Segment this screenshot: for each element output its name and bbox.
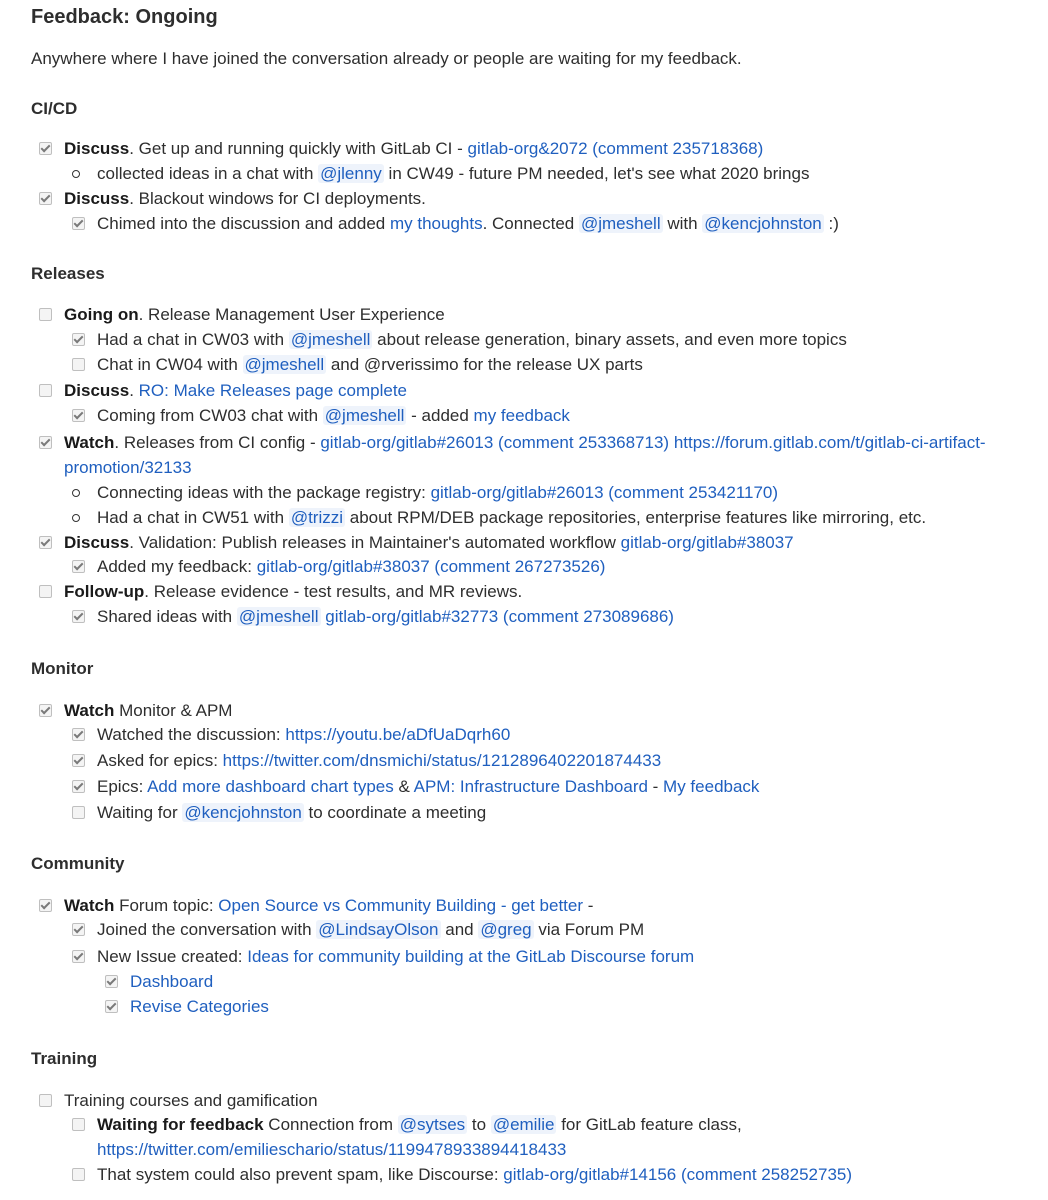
task-item: Training courses and gamification: [39, 1088, 318, 1113]
checkbox[interactable]: [72, 560, 85, 573]
task-item: Waiting for feedback Connection from @sytses to @emilie for GitLab feature class,: [72, 1112, 742, 1137]
forum-topic-link[interactable]: Open Source vs Community Building - get better: [218, 896, 584, 915]
checkbox[interactable]: [105, 1000, 118, 1013]
checkbox[interactable]: [39, 585, 52, 598]
mention-link[interactable]: @emilie: [492, 1115, 555, 1134]
checkbox[interactable]: [39, 1094, 52, 1107]
checkbox[interactable]: [72, 1118, 85, 1131]
checkbox[interactable]: [72, 780, 85, 793]
forum-link[interactable]: https://forum.gitlab.com/t/gitlab-ci-artifact-: [673, 433, 986, 452]
task-item: [105, 969, 213, 994]
issue-link[interactable]: gitlab-org/gitlab#26013 (comment 253421170): [430, 483, 779, 502]
checkbox[interactable]: [39, 384, 52, 397]
checkbox[interactable]: [72, 950, 85, 963]
task-item: Follow-up. Release evidence - test results, and MR reviews.: [39, 579, 522, 604]
task-item: Discuss. Validation: Publish releases in Maintainer's automated workflow gitlab-org/gitlab#38037: [39, 530, 794, 555]
forum-link-continued[interactable]: promotion/32133: [64, 458, 192, 477]
bullet-icon: [72, 489, 80, 497]
list-item: Had a chat in CW51 with @trizzi about RPM/DEB package repositories, enterprise features like mirroring, etc.: [72, 505, 926, 530]
mention-link[interactable]: @LindsayOlson: [318, 920, 439, 939]
epic-link[interactable]: RO: Make Releases page complete: [138, 381, 408, 400]
checkbox[interactable]: [105, 975, 118, 988]
checkbox[interactable]: [39, 192, 52, 205]
checkbox[interactable]: [72, 806, 85, 819]
list-item-continuation: [64, 455, 192, 480]
task-item: Discuss. RO: Make Releases page complete: [39, 378, 407, 403]
task-item: Watched the discussion: https://youtu.be/aDfUaDqrh60: [72, 722, 510, 747]
checkbox[interactable]: [72, 923, 85, 936]
mention-link[interactable]: @sytses: [399, 1115, 466, 1134]
issue-link[interactable]: gitlab-org/gitlab#38037 (comment 267273526): [256, 557, 606, 576]
list-item-continuation: [97, 1137, 566, 1162]
section-cicd: CI/CD: [31, 99, 78, 118]
video-link[interactable]: https://youtu.be/aDfUaDqrh60: [285, 725, 511, 744]
checkbox[interactable]: [72, 1168, 85, 1181]
thoughts-link[interactable]: my thoughts: [389, 214, 483, 233]
task-item: [105, 994, 269, 1019]
section-community: Community: [31, 854, 125, 873]
checkbox[interactable]: [72, 754, 85, 767]
checkbox[interactable]: [39, 142, 52, 155]
task-item: New Issue created: Ideas for community building at the GitLab Discourse forum: [72, 944, 694, 969]
section-monitor: Monitor: [31, 659, 94, 678]
mention-link[interactable]: @trizzi: [290, 508, 344, 527]
twitter-link[interactable]: https://twitter.com/emilieschario/status/1199478933894418433: [97, 1140, 567, 1159]
task-item: Joined the conversation with @LindsayOlson and @greg via Forum PM: [72, 917, 644, 942]
list-item: collected ideas in a chat with @jlenny in CW49 - future PM needed, let's see what 2020 brings: [72, 161, 809, 186]
mention-link[interactable]: @kencjohnston: [704, 214, 822, 233]
categories-link[interactable]: Revise Categories: [130, 997, 269, 1016]
task-item: Epics: Add more dashboard chart types & APM: Infrastructure Dashboard - My feedback: [72, 774, 759, 799]
mention-link[interactable]: @jmeshell: [324, 406, 405, 425]
task-item: Watch Forum topic: Open Source vs Community Building - get better -: [39, 893, 593, 918]
feedback-link[interactable]: my feedback: [473, 406, 570, 425]
checkbox[interactable]: [72, 217, 85, 230]
issue-link[interactable]: gitlab-org/gitlab#14156 (comment 258252735): [503, 1165, 853, 1184]
task-item: Chat in CW04 with @jmeshell and @rverissimo for the release UX parts: [72, 352, 643, 377]
task-item: Had a chat in CW03 with @jmeshell about release generation, binary assets, and even more topics: [72, 327, 847, 352]
mention-link[interactable]: @greg: [480, 920, 532, 939]
checkbox[interactable]: [39, 308, 52, 321]
checkbox[interactable]: [39, 704, 52, 717]
checkbox[interactable]: [72, 728, 85, 741]
epic-link[interactable]: gitlab-org&2072 (comment 235718368): [467, 139, 764, 158]
task-item: Shared ideas with @jmeshell gitlab-org/gitlab#32773 (comment 273089686): [72, 604, 674, 629]
bullet-icon: [72, 170, 80, 178]
checkbox[interactable]: [72, 610, 85, 623]
checkbox[interactable]: [72, 409, 85, 422]
task-item: Chimed into the discussion and added my thoughts. Connected @jmeshell with @kencjohnston :): [72, 211, 839, 236]
mention-link[interactable]: @jmeshell: [238, 607, 319, 626]
bullet-icon: [72, 514, 80, 522]
list-item: Connecting ideas with the package registry: gitlab-org/gitlab#26013 (comment 253421170): [72, 480, 778, 505]
mention-link[interactable]: @jlenny: [320, 164, 382, 183]
issue-link[interactable]: Ideas for community building at the GitLab Discourse forum: [247, 947, 695, 966]
issue-link[interactable]: gitlab-org/gitlab#32773 (comment 273089686): [325, 607, 674, 626]
checkbox[interactable]: [72, 333, 85, 346]
dashboard-link[interactable]: Dashboard: [130, 972, 214, 991]
task-item: That system could also prevent spam, like Discourse: gitlab-org/gitlab#14156 (comment 258252735): [72, 1162, 852, 1187]
intro-text: Anywhere where I have joined the conversation already or people are waiting for my feedback.: [31, 49, 742, 68]
feedback-link[interactable]: My feedback: [663, 777, 760, 796]
checkbox[interactable]: [39, 536, 52, 549]
task-item: Added my feedback: gitlab-org/gitlab#38037 (comment 267273526): [72, 554, 605, 579]
epic-link[interactable]: APM: Infrastructure Dashboard: [413, 777, 648, 796]
task-item: Discuss. Blackout windows for CI deployments.: [39, 186, 426, 211]
task-item: Watch. Releases from CI config - gitlab-org/gitlab#26013 (comment 253368713) https://forum.gitlab.com/t/gitlab-ci-artifact-: [39, 430, 986, 455]
task-item: Coming from CW03 chat with @jmeshell - added my feedback: [72, 403, 570, 428]
issue-link[interactable]: gitlab-org/gitlab#38037: [620, 533, 794, 552]
issue-link[interactable]: gitlab-org/gitlab#26013 (comment 253368713): [320, 433, 670, 452]
checkbox[interactable]: [39, 899, 52, 912]
epic-link[interactable]: Add more dashboard chart types: [147, 777, 394, 796]
twitter-link[interactable]: https://twitter.com/dnsmichi/status/1212896402201874433: [222, 751, 662, 770]
task-item: Watch Monitor & APM: [39, 698, 232, 723]
task-item: Going on. Release Management User Experience: [39, 302, 445, 327]
task-item: Asked for epics: https://twitter.com/dnsmichi/status/1212896402201874433: [72, 748, 661, 773]
mention-link[interactable]: @jmeshell: [244, 355, 325, 374]
task-item: Waiting for @kencjohnston to coordinate a meeting: [72, 800, 486, 825]
checkbox[interactable]: [39, 436, 52, 449]
section-training: Training: [31, 1049, 98, 1068]
mention-link[interactable]: @kencjohnston: [184, 803, 302, 822]
mention-link[interactable]: @jmeshell: [290, 330, 371, 349]
section-releases: Releases: [31, 264, 105, 283]
checkbox[interactable]: [72, 358, 85, 371]
page-title: Feedback: Ongoing: [31, 6, 218, 28]
task-item: Discuss. Get up and running quickly with GitLab CI - gitlab-org&2072 (comment 235718368): [39, 136, 763, 161]
mention-link[interactable]: @jmeshell: [580, 214, 661, 233]
